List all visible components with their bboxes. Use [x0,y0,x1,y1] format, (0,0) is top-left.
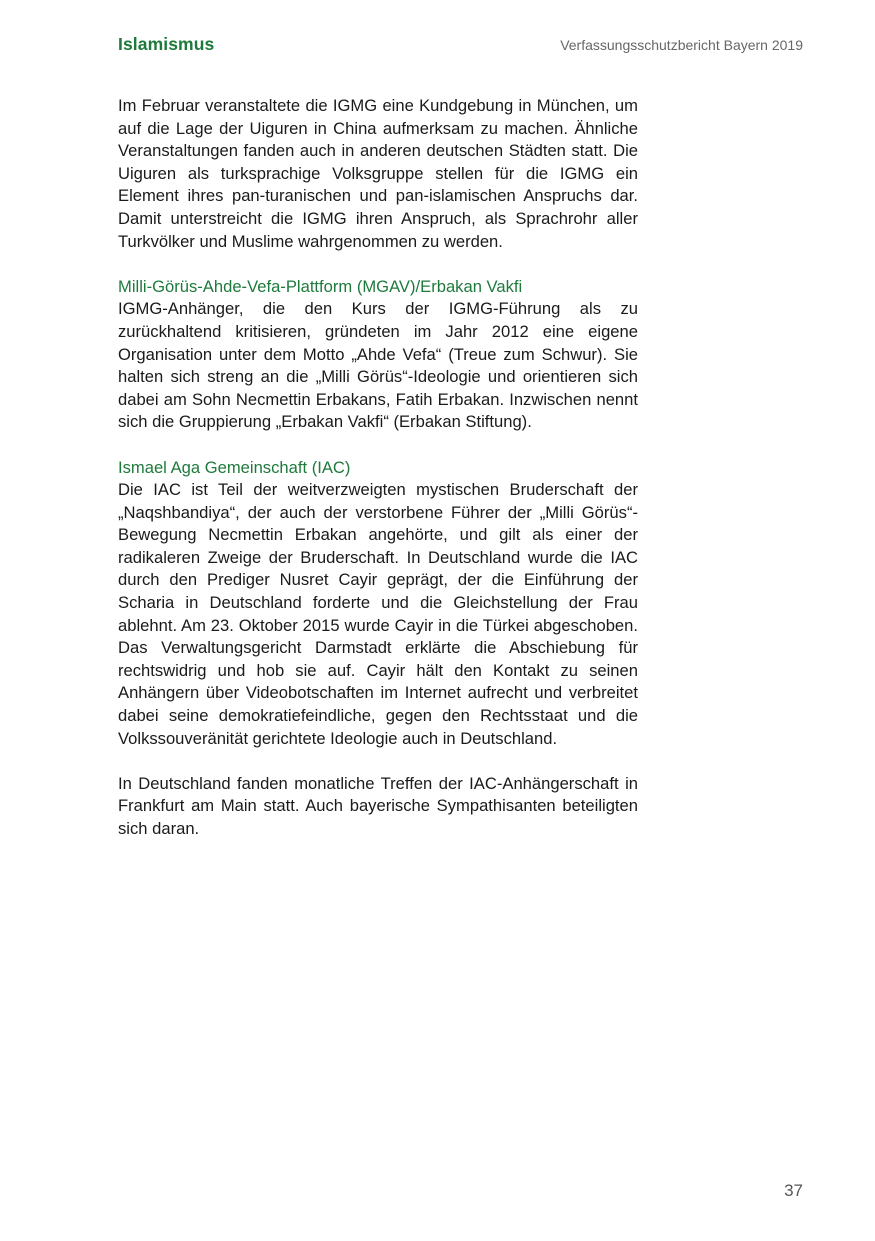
page-body [118,95,638,841]
page-number: 37 [784,1181,803,1200]
section-title: Islamismus [118,34,215,54]
iac-paragraph: Die IAC ist Teil der weitverzweigten mystischen Bruderschaft der „Naqshbandiya“, der auch der verstorbene Führer der „Milli Görüs“-Bewegung Necmettin Erbakan angehörte, und gilt als einer der radikaleren Zweige der Bruderschaft. In Deutschland wurde die IAC durch den Prediger Nusret Cayir geprägt, der die Einführung der Scharia in Deutschland forderte und die Gleichstellung der Frau ablehnt. Am 23. Oktober 2015 wurde Cayir in die Türkei abgeschoben. Das Verwaltungsgericht Darmstadt erklärte die Abschiebung für rechtswidrig und hob sie auf. Cayir hält den Kontakt zu seinen Anhängern über Videobotschaften im Internet aufrecht und verbreitet dabei seine demokratiefeindliche, gegen den Rechtsstaat und die Volkssouveränität gerichtete Ideologie auch in Deutschland. [118,480,638,748]
spacer [118,253,638,276]
spacer [118,750,638,773]
document-title: Verfassungsschutzbericht Bayern 2019 [560,37,803,53]
iac-meetings-paragraph: In Deutschland fanden monatliche Treffen der IAC-Anhängerschaft in Frankfurt am Main statt. Auch bayerische Sympathisanten beteiligten sich daran. [118,773,638,838]
spacer [118,434,638,457]
mgav-paragraph: IGMG-Anhänger, die den Kurs der IGMG-Führung als zu zurückhaltend kritisieren, gründeten im Jahr 2012 eine eigene Organisation unter dem Motto „Ahde Vefa“ (Treue zum Schwur). Sie halten sich streng an die „Milli Görüs“-Ideologie und orientieren sich dabei am Sohn Necmettin Erbakans, Fatih Erbakan. Inzwischen nennt sich die Gruppierung „Erbakan Vakfi“ (Erbakan Stiftung). [118,299,638,432]
section-heading-mgav: Milli-Görüs-Ahde-Vefa-Plattform (MGAV)/Erbakan Vakfi [118,276,523,296]
intro-paragraph: Im Februar veranstaltete die IGMG eine Kundgebung in München, um auf die Lage der Uiguren in China aufmerksam zu machen. Ähnliche Veranstaltungen fanden auch in anderen deutschen Städten statt. Die Uiguren als turksprachige Volksgruppe stellen für die IGMG ein Element ihres pan-turanischen und pan-islamischen Anspruchs dar. Damit unterstreicht die IGMG ihren Anspruch, als Sprachrohr aller Turkvölker und Muslime wahrgenommen zu werden. [118,96,638,251]
section-heading-iac: Ismael Aga Gemeinschaft (IAC) [118,457,351,477]
